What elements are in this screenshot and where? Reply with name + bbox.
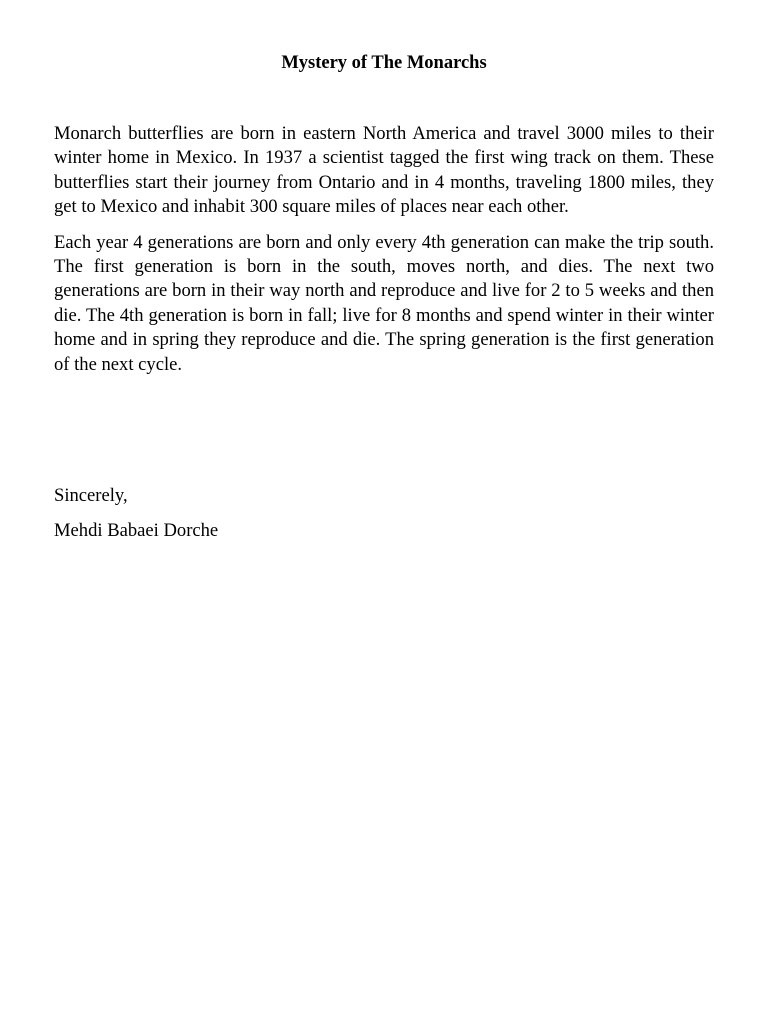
- author-signature: Mehdi Babaei Dorche: [54, 520, 219, 541]
- paragraph-2: Each year 4 generations are born and only every 4th generation can make the trip south. The first generation is born in the south, moves north, and dies. The next two generations are born in their way north and reproduce and live for 2 to 5 weeks and then die. The 4th generation is born in fall; live for 8 months and spend winter in their winter home and in spring they reproduce and die. The spring generation is the first generation of the next cycle.: [54, 231, 714, 375]
- document-body: [54, 122, 714, 388]
- paragraph-1: Monarch butterflies are born in eastern North America and travel 3000 miles to their winter home in Mexico. In 1937 a scientist tagged the first wing track on them. These butterflies start their journey from Ontario and in 4 months, traveling 1800 miles, they get to Mexico and inhabit 300 square miles of places near each other.: [54, 123, 714, 218]
- document-title: Mystery of The Monarchs: [281, 53, 487, 73]
- closing-salutation: Sincerely,: [54, 485, 128, 506]
